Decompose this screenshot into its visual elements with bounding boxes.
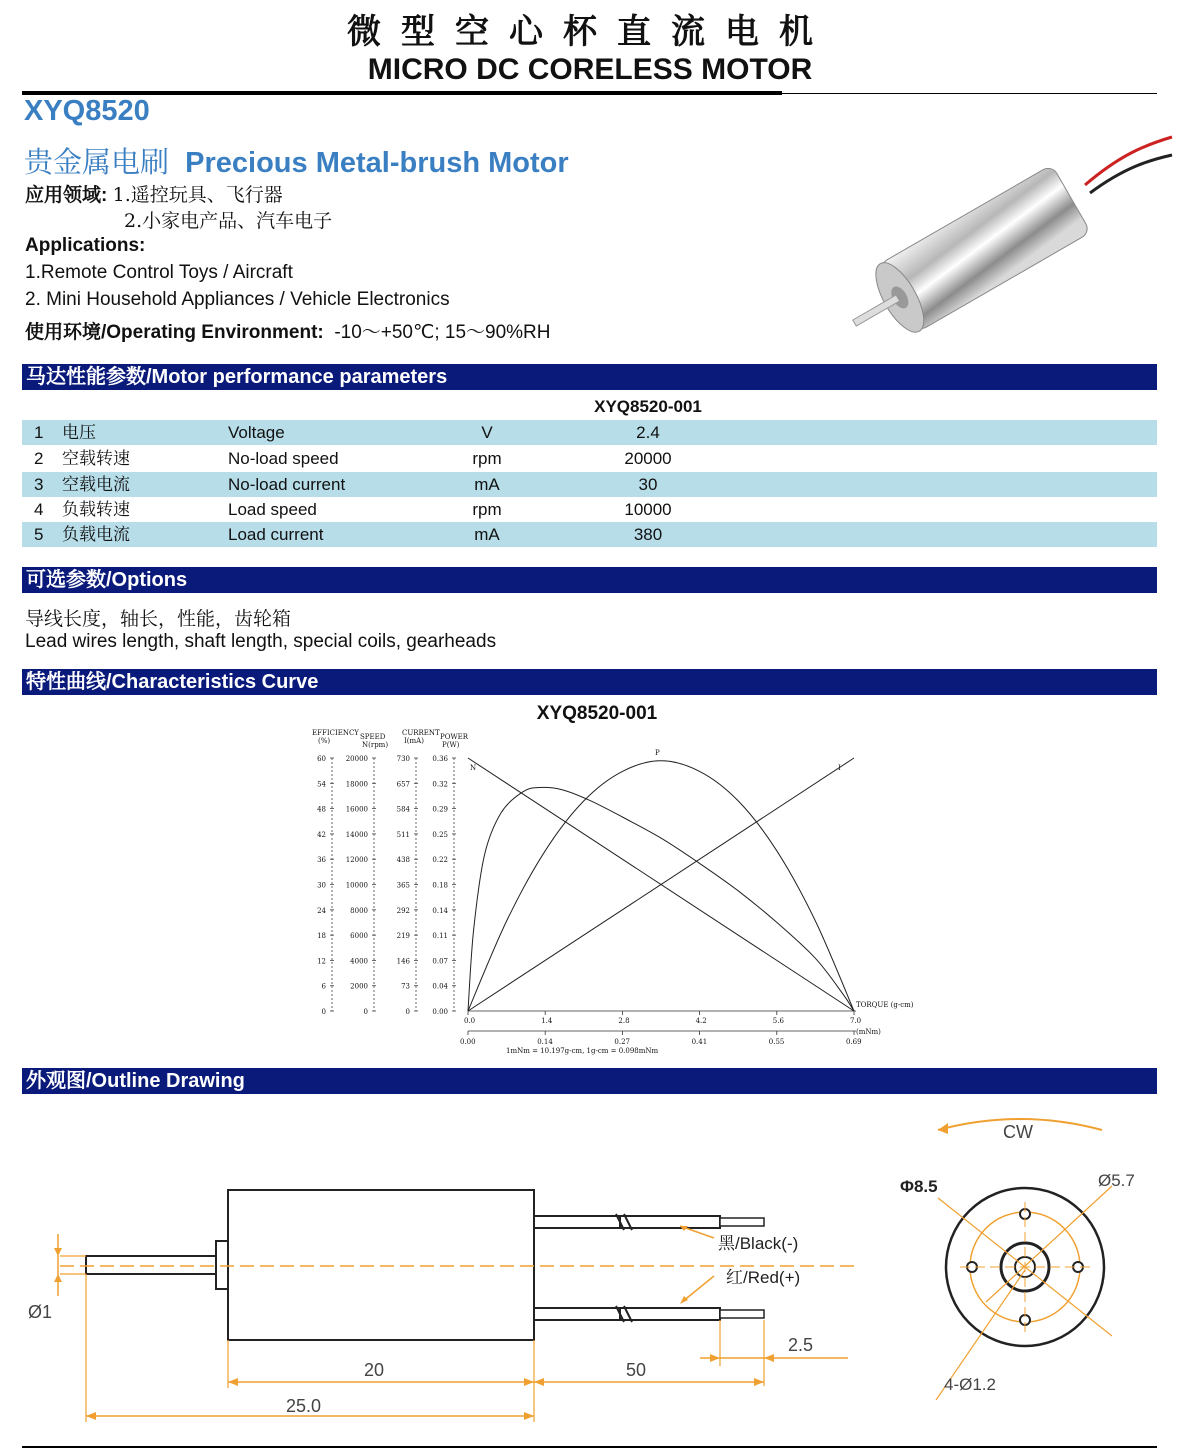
axis-tick-label: 292 bbox=[396, 906, 410, 915]
row-index: 5 bbox=[34, 525, 44, 544]
dim-body-dia: Φ8.5 bbox=[900, 1177, 938, 1196]
row-index: 3 bbox=[34, 475, 44, 494]
env-label: 使用环境/Operating Environment: bbox=[25, 322, 324, 343]
options-en: Lead wires length, shaft length, special coils, gearheads bbox=[25, 631, 497, 652]
env-value: -10～+50℃; 15～90%RH bbox=[334, 322, 551, 343]
axis-tick-label: 365 bbox=[396, 881, 410, 890]
row-index: 2 bbox=[34, 449, 44, 468]
applications-cn-item1: 1.遥控玩具、飞行器 bbox=[112, 184, 283, 206]
applications-en-label: Applications: bbox=[25, 235, 146, 256]
section-header-options: 可选参数/Options bbox=[22, 567, 1157, 593]
axis-tick-label: 8000 bbox=[350, 906, 368, 915]
axis-tick-label: 10000 bbox=[345, 881, 368, 890]
row-unit: mA bbox=[474, 525, 500, 544]
table-row bbox=[22, 497, 1157, 522]
axis-tick-label: 16000 bbox=[345, 805, 368, 814]
axis-tick-label: 18000 bbox=[345, 780, 368, 789]
axis-header-unit: (%) bbox=[318, 737, 331, 745]
x-tick-label: 5.6 bbox=[772, 1017, 784, 1025]
row-unit: mA bbox=[474, 475, 500, 494]
x-tick-label-mnm: 0.69 bbox=[846, 1038, 862, 1046]
axis-tick-label: 0 bbox=[321, 1008, 326, 1016]
row-label-en: Voltage bbox=[228, 423, 285, 442]
dim-shaft-dia: Ø1 bbox=[28, 1302, 53, 1322]
x-tick-label-mnm: 0.27 bbox=[614, 1038, 630, 1046]
axis-tick-label: 0 bbox=[405, 1008, 410, 1016]
table-row bbox=[22, 446, 1157, 471]
axis-tick-label: 4000 bbox=[350, 957, 368, 966]
row-label-cn: 空载电流 bbox=[62, 475, 130, 495]
axis-tick-label: 30 bbox=[317, 881, 326, 890]
applications-en-item1: 1.Remote Control Toys / Aircraft bbox=[25, 262, 293, 283]
row-index: 4 bbox=[34, 500, 44, 519]
row-label-cn: 负载转速 bbox=[62, 500, 130, 520]
axis-header-unit: I(mA) bbox=[404, 737, 424, 745]
x-tick-label-mnm: 0.55 bbox=[768, 1038, 785, 1046]
axis-tick-label: 438 bbox=[396, 856, 410, 865]
row-label-en: No-load speed bbox=[228, 449, 339, 468]
characteristics-chart bbox=[300, 726, 914, 1062]
subtitle-en: Precious Metal-brush Motor bbox=[185, 147, 569, 179]
wire-red-label: 红/Red(+) bbox=[726, 1268, 801, 1287]
row-value: 2.4 bbox=[636, 423, 660, 442]
page-title-cn: 微型空心杯直流电机 bbox=[347, 12, 833, 52]
subtitle-cn: 贵金属电刷 bbox=[24, 145, 170, 179]
series-e-line bbox=[468, 787, 854, 1011]
row-label-cn: 负载电流 bbox=[62, 525, 130, 545]
row-value: 380 bbox=[633, 525, 663, 544]
table-row bbox=[22, 420, 1157, 445]
axis-tick-label: 0.11 bbox=[432, 932, 448, 941]
applications-en-item2: 2. Mini Household Appliances / Vehicle Electronics bbox=[25, 289, 450, 310]
dim-body-length: 20 bbox=[364, 1360, 385, 1380]
axis-tick-label: 0.18 bbox=[432, 881, 448, 890]
header-divider-thin bbox=[782, 93, 1157, 94]
row-value: 30 bbox=[638, 475, 658, 494]
axis-tick-label: 6000 bbox=[350, 932, 368, 941]
axis-tick-label: 20000 bbox=[345, 755, 368, 763]
dim-strip-length: 2.5 bbox=[788, 1335, 814, 1355]
x-tick-label: 0.0 bbox=[464, 1017, 476, 1025]
axis-tick-label: 2000 bbox=[350, 982, 368, 991]
axis-tick-label: 0.07 bbox=[432, 957, 448, 966]
operating-environment bbox=[25, 317, 551, 344]
axis-tick-label: 0.25 bbox=[432, 830, 448, 839]
row-unit: rpm bbox=[472, 500, 502, 519]
motor-photo bbox=[800, 115, 1175, 355]
dim-wire-length: 50 bbox=[626, 1360, 647, 1380]
axis-header-label: POWER bbox=[440, 733, 469, 741]
dim-hole-circle: Ø5.7 bbox=[1098, 1171, 1135, 1190]
row-unit: rpm bbox=[472, 449, 502, 468]
row-label-en: No-load current bbox=[228, 475, 346, 494]
performance-model-column: XYQ8520-001 bbox=[594, 397, 702, 416]
axis-tick-label: 0.22 bbox=[432, 856, 448, 865]
axis-tick-label: 0.29 bbox=[432, 805, 448, 814]
row-unit: V bbox=[481, 423, 493, 442]
row-value: 20000 bbox=[624, 449, 672, 468]
axis-tick-label: 48 bbox=[317, 805, 326, 814]
chart-footnote: 1mNm = 10.197g-cm, 1g-cm = 0.098mNm bbox=[506, 1047, 659, 1055]
footer-divider bbox=[22, 1446, 1157, 1448]
axis-tick-label: 42 bbox=[317, 830, 326, 839]
x-axis-title: TORQUE (g-cm) bbox=[856, 1001, 914, 1009]
applications-cn-item2: 2.小家电产品、汽车电子 bbox=[124, 210, 333, 232]
x-tick-label: 7.0 bbox=[850, 1017, 862, 1025]
dim-mounting-holes: 4-Ø1.2 bbox=[944, 1375, 996, 1394]
axis-tick-label: 12000 bbox=[345, 856, 368, 865]
row-value: 10000 bbox=[624, 500, 672, 519]
row-label-cn: 电压 bbox=[62, 423, 96, 443]
x-tick-label: 4.2 bbox=[695, 1017, 707, 1025]
axis-header-unit: N(rpm) bbox=[362, 741, 389, 749]
row-label-en: Load current bbox=[228, 525, 324, 544]
axis-tick-label: 584 bbox=[396, 805, 410, 814]
axis-tick-label: 511 bbox=[396, 830, 410, 839]
options-cn: 导线长度，轴长，性能，齿轮箱 bbox=[25, 608, 292, 630]
series-label: P bbox=[655, 749, 660, 757]
row-label-cn: 空载转速 bbox=[62, 449, 130, 469]
table-row bbox=[22, 522, 1157, 547]
x-tick-label-mnm: 0.41 bbox=[691, 1038, 708, 1046]
dim-total-length: 25.0 bbox=[286, 1396, 322, 1416]
axis-tick-label: 0.32 bbox=[432, 780, 448, 789]
side-view bbox=[28, 1190, 860, 1422]
row-index: 1 bbox=[34, 423, 44, 442]
applications-cn-label: 应用领域: bbox=[25, 185, 108, 206]
axis-tick-label: 0.04 bbox=[432, 982, 448, 991]
product-subtitle bbox=[24, 140, 569, 181]
page-title-en: MICRO DC CORELESS MOTOR bbox=[367, 53, 813, 86]
curve-title: XYQ8520-001 bbox=[536, 703, 658, 724]
axis-header-label: SPEED bbox=[360, 733, 386, 741]
axis-tick-label: 146 bbox=[396, 957, 410, 966]
axis-tick-label: 14000 bbox=[345, 830, 368, 839]
axis-header-label: CURRENT bbox=[402, 729, 440, 737]
x-tick-label: 2.8 bbox=[618, 1017, 630, 1025]
axis-header-label: EFFICIENCY bbox=[312, 729, 359, 737]
series-label: N bbox=[470, 764, 477, 772]
wire-black-label: 黑/Black(-) bbox=[718, 1234, 799, 1253]
rotation-label: CW bbox=[1003, 1122, 1033, 1142]
axis-tick-label: 6 bbox=[321, 982, 326, 991]
axis-tick-label: 0.00 bbox=[432, 1008, 448, 1016]
x-tick-label-mnm: 0.00 bbox=[460, 1038, 476, 1046]
section-header-curve: 特性曲线/Characteristics Curve bbox=[22, 669, 1157, 695]
axis-tick-label: 219 bbox=[396, 932, 410, 941]
axis-tick-label: 730 bbox=[396, 755, 410, 763]
section-header-performance: 马达性能参数/Motor performance parameters bbox=[22, 364, 1157, 390]
axis-tick-label: 657 bbox=[396, 780, 410, 789]
x-axis-title-mnm: (mNm) bbox=[856, 1028, 881, 1036]
axis-tick-label: 0.14 bbox=[432, 906, 448, 915]
model-number: XYQ8520 bbox=[24, 95, 150, 127]
outline-drawing bbox=[20, 1110, 1170, 1440]
series-label: I bbox=[838, 764, 841, 772]
axis-tick-label: 18 bbox=[317, 932, 326, 941]
table-row bbox=[22, 472, 1157, 497]
axis-tick-label: 73 bbox=[401, 982, 410, 991]
axis-tick-label: 0.36 bbox=[432, 755, 448, 763]
applications-cn bbox=[25, 180, 283, 207]
axis-header-unit: P(W) bbox=[442, 741, 460, 749]
end-view bbox=[900, 1119, 1135, 1400]
x-tick-label: 1.4 bbox=[541, 1017, 553, 1025]
row-label-en: Load speed bbox=[228, 500, 317, 519]
axis-tick-label: 12 bbox=[317, 957, 326, 966]
axis-tick-label: 54 bbox=[317, 780, 326, 789]
axis-tick-label: 24 bbox=[317, 906, 326, 915]
section-header-outline: 外观图/Outline Drawing bbox=[22, 1068, 1157, 1094]
axis-tick-label: 0 bbox=[363, 1008, 368, 1016]
axis-tick-label: 36 bbox=[317, 856, 326, 865]
x-tick-label-mnm: 0.14 bbox=[537, 1038, 553, 1046]
axis-tick-label: 60 bbox=[317, 755, 326, 763]
